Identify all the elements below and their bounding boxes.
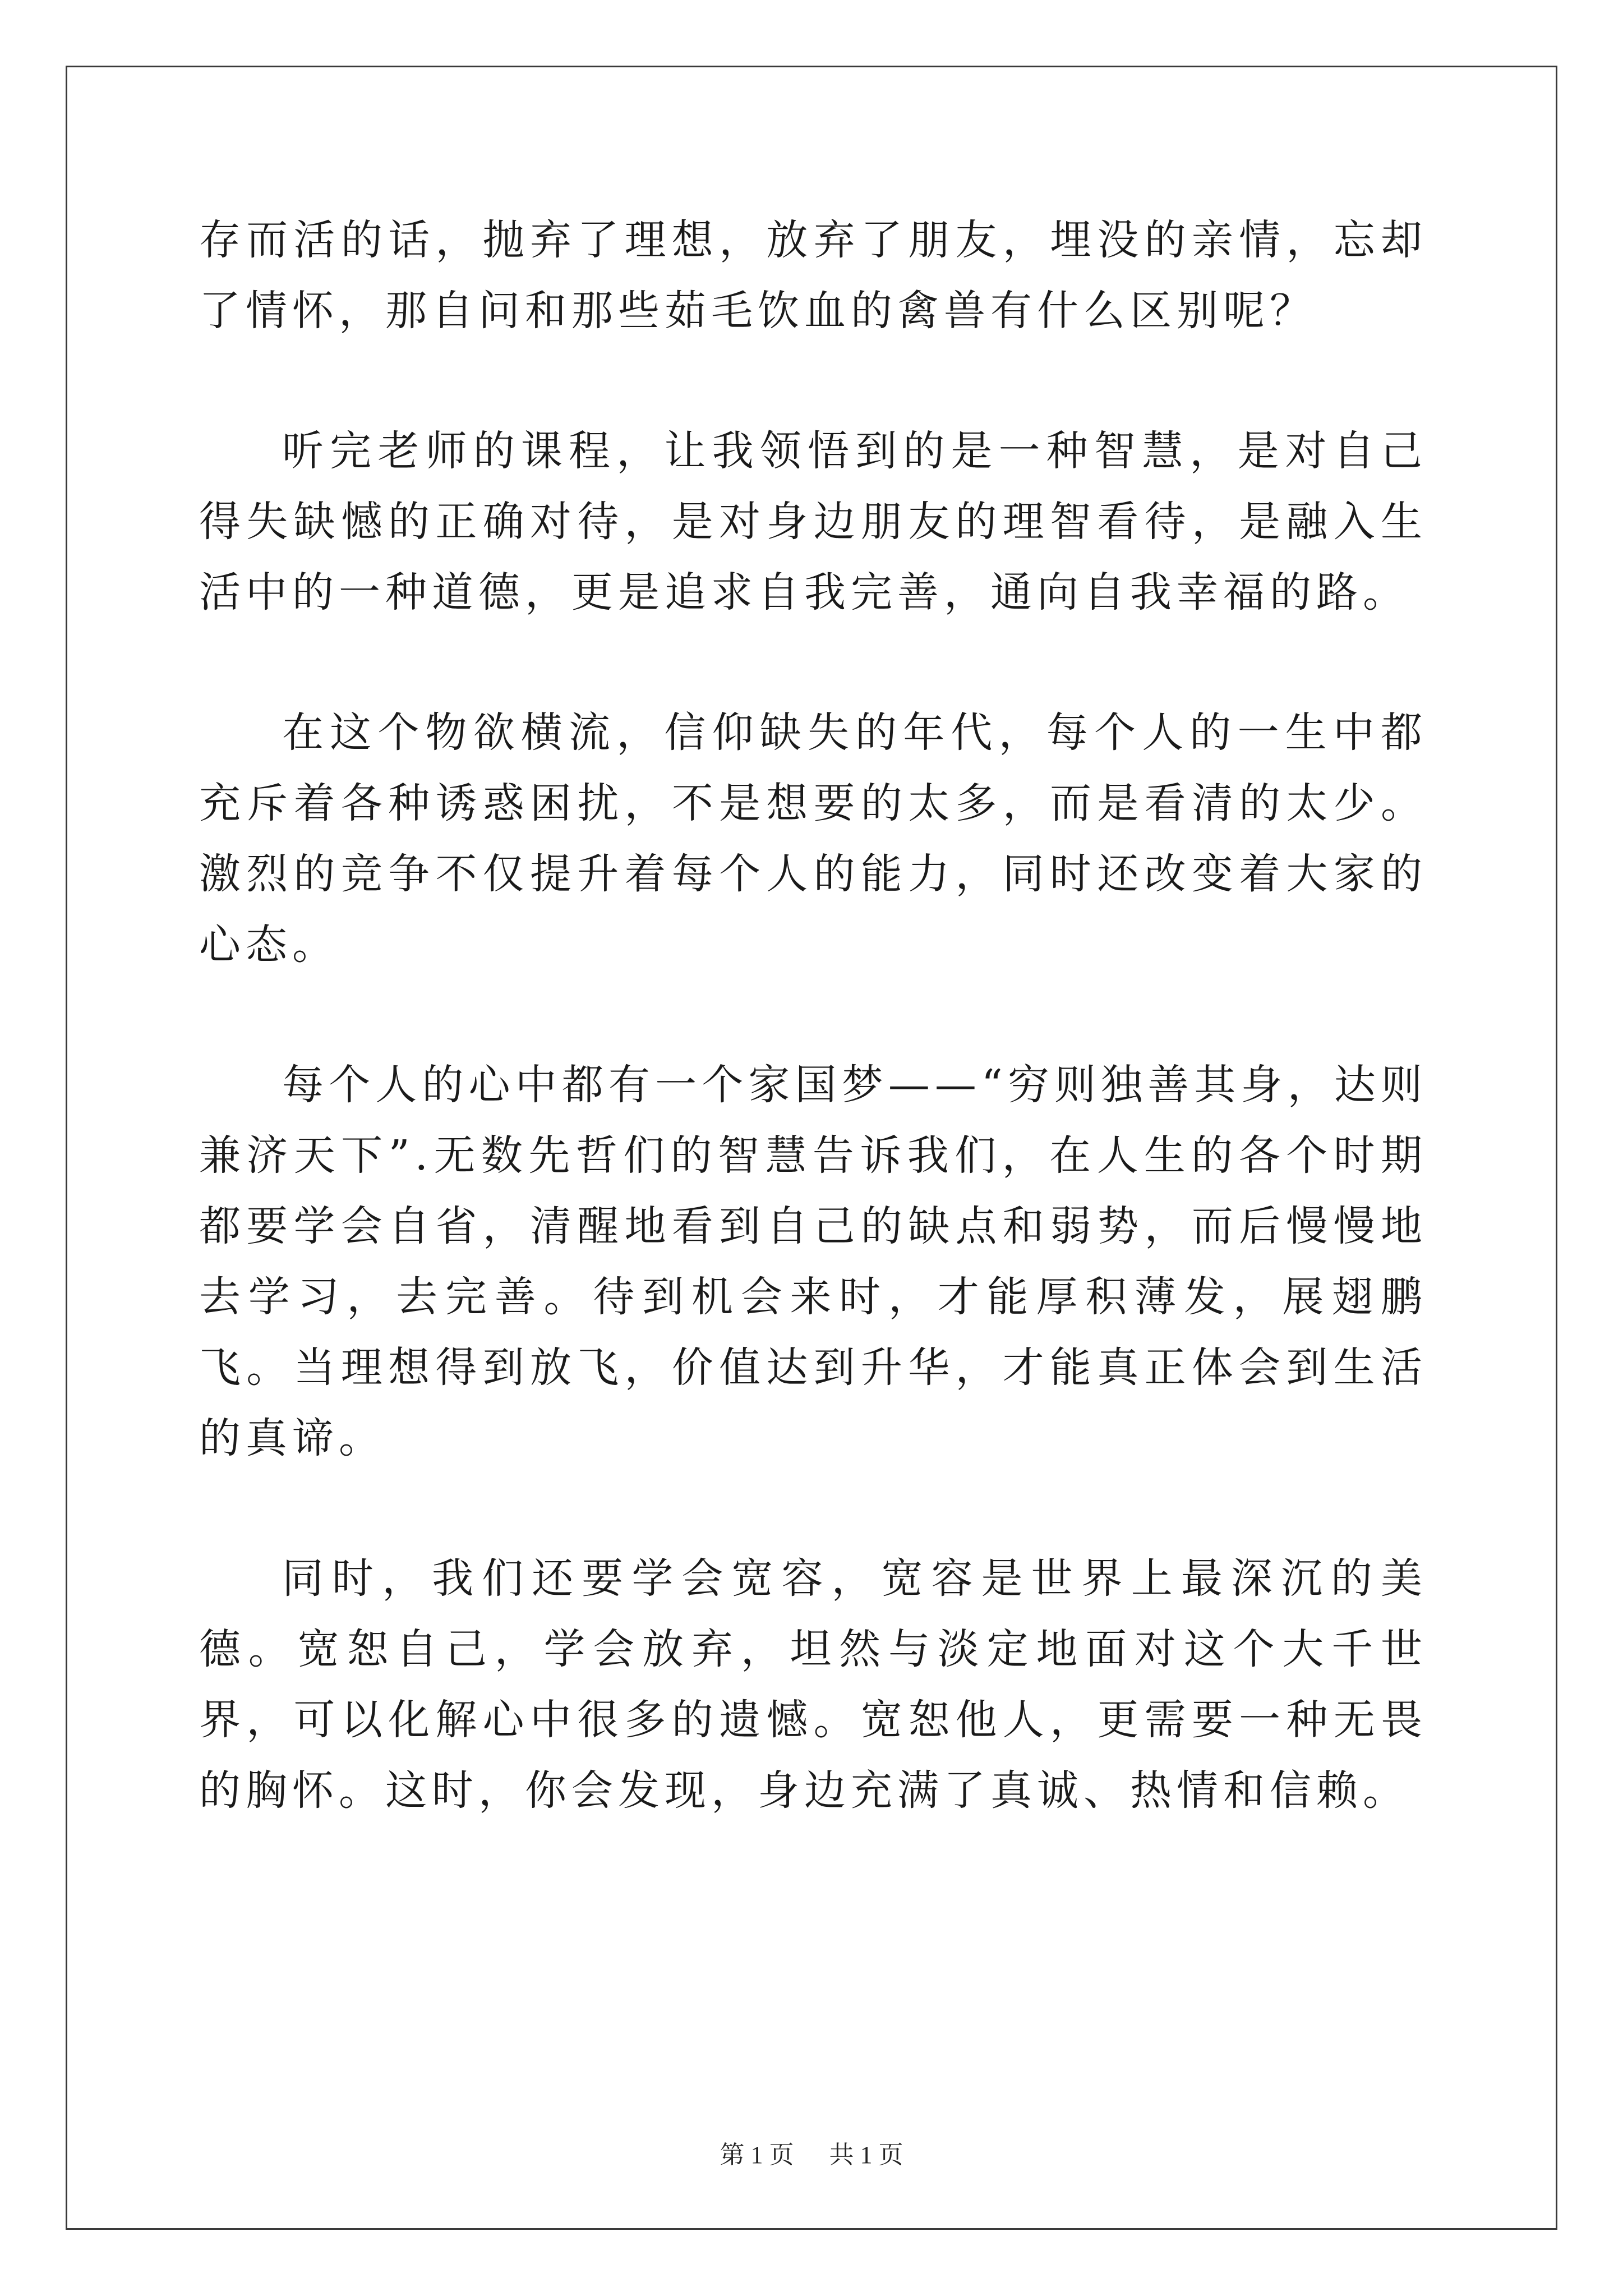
paragraph-2: 听完老师的课程，让我领悟到的是一种智慧，是对自己得失缺憾的正确对待，是对身边朋友的理智看待，是融入生活中的一种道德，更是追求自我完善，通向自我幸福的路。 <box>199 427 1427 616</box>
page-footer <box>0 2138 1623 2172</box>
paragraph-1: 存而活的话，抛弃了理想，放弃了朋友，埋没的亲情，忘却了情怀，那自问和那些茹毛饮血的禽兽有什么区别呢？ <box>199 216 1427 335</box>
document-body <box>199 205 1427 1826</box>
page-number: 第 1 页 <box>720 2141 794 2169</box>
paragraph-5: 同时，我们还要学会宽容，宽容是世界上最深沉的美德。宽恕自己，学会放弃，坦然与淡定地面对这个大千世界，可以化解心中很多的遗憾。宽恕他人，更需要一种无畏的胸怀。这时，你会发现，身边充满了真诚、热情和信赖。 <box>199 1554 1427 1815</box>
paragraph-3: 在这个物欲横流，信仰缺失的年代，每个人的一生中都充斥着各种诱惑困扰，不是想要的太多，而是看清的太少。激烈的竞争不仅提升着每个人的能力，同时还改变着大家的心态。 <box>199 708 1427 969</box>
page-total: 共 1 页 <box>829 2141 903 2169</box>
paragraph-4: 每个人的心中都有一个家国梦——“穷则独善其身，达则兼济天下”.无数先哲们的智慧告诉我们，在人生的各个时期都要学会自省，清醒地看到自己的缺点和弱势，而后慢慢地去学习，去完善。待到机会来时，才能厚积薄发，展翅鹏飞。当理想得到放飞，价值达到升华，才能真正体会到生活的真谛。 <box>199 1061 1427 1462</box>
